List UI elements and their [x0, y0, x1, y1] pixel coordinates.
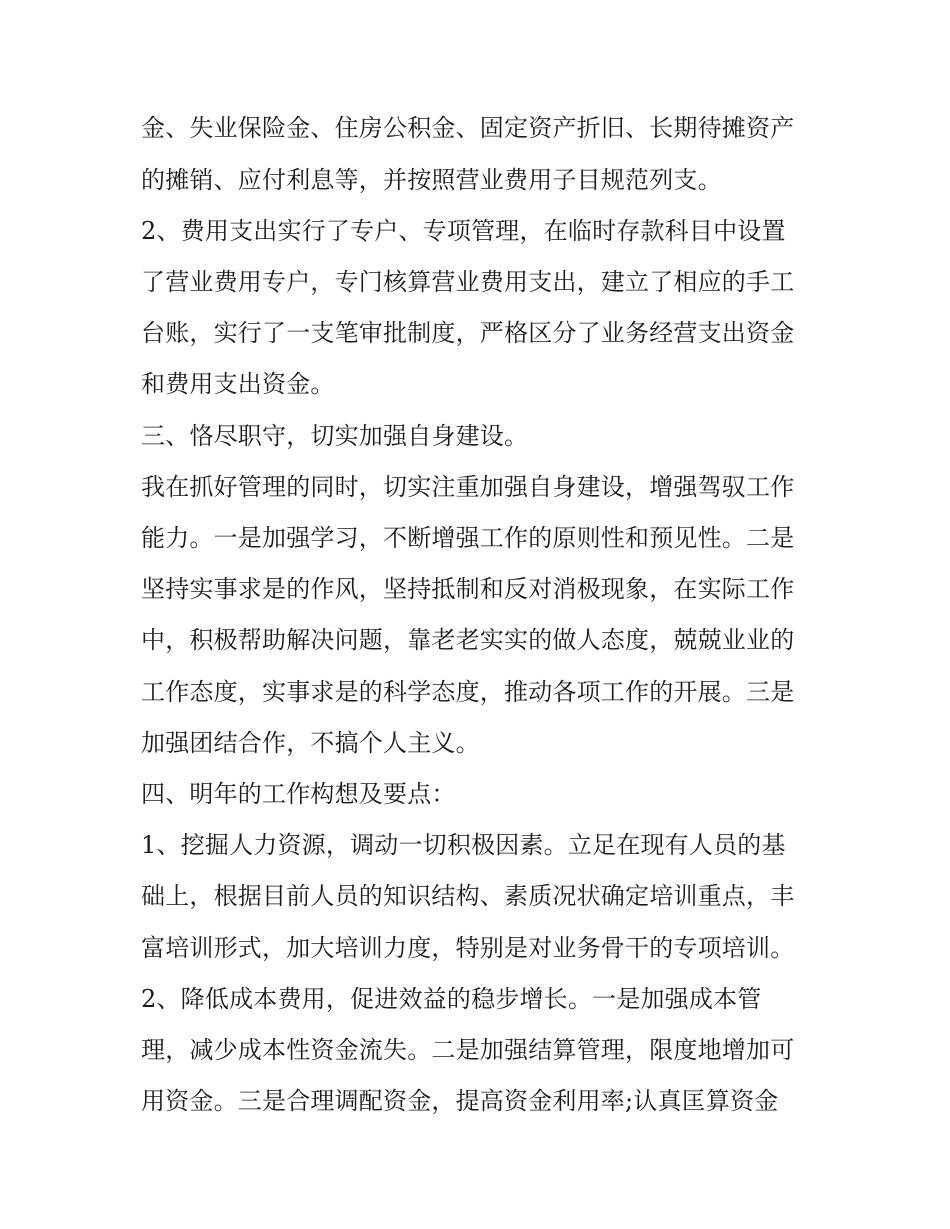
text-line: 2、降低成本费用，促进效益的稳步增长。一是加强成本管: [141, 985, 762, 1013]
text-line: 2、费用支出实行了专户、专项管理，在临时存款科目中设置: [141, 217, 786, 245]
text-line: 富培训形式，加大培训力度，特别是对业务骨干的专项培训。: [141, 934, 795, 962]
text-line: 1、挖掘人力资源，调动一切积极因素。立足在现有人员的基: [141, 831, 786, 859]
text-line: 的摊销、应付利息等，并按照营业费用子目规范列支。: [141, 166, 722, 194]
text-line: 我在抓好管理的同时，切实注重加强自身建设，增强驾驭工作: [141, 473, 795, 501]
text-line: 金、失业保险金、住房公积金、固定资产折旧、长期待摊资产: [141, 114, 795, 142]
text-line: 用资金。三是合理调配资金，提高资金利用率;认真匡算资金: [141, 1087, 779, 1115]
text-line: 坚持实事求是的作风，坚持抵制和反对消极现象，在实际工作: [141, 575, 795, 603]
text-line: 了营业费用专户，专门核算营业费用支出，建立了相应的手工: [141, 268, 795, 296]
text-line: 础上，根据目前人员的知识结构、素质况状确定培训重点，丰: [141, 882, 795, 910]
section-heading: 三、恪尽职守，切实加强自身建设。: [141, 422, 529, 450]
text-line: 工作态度，实事求是的科学态度，推动各项工作的开展。三是: [141, 678, 795, 706]
text-line: 台账，实行了一支笔审批制度，严格区分了业务经营支出资金: [141, 319, 795, 347]
text-line: 中，积极帮助解决问题，靠老老实实的做人态度，兢兢业业的: [141, 626, 795, 654]
text-line: 理，减少成本性资金流失。二是加强结算管理，限度地增加可: [141, 1036, 795, 1064]
text-line: 能力。一是加强学习，不断增强工作的原则性和预见性。二是: [141, 524, 795, 552]
text-line: 加强团结合作，不搞个人主义。: [141, 729, 480, 757]
section-heading: 四、明年的工作构想及要点：: [141, 780, 456, 808]
text-line: 和费用支出资金。: [141, 370, 335, 398]
